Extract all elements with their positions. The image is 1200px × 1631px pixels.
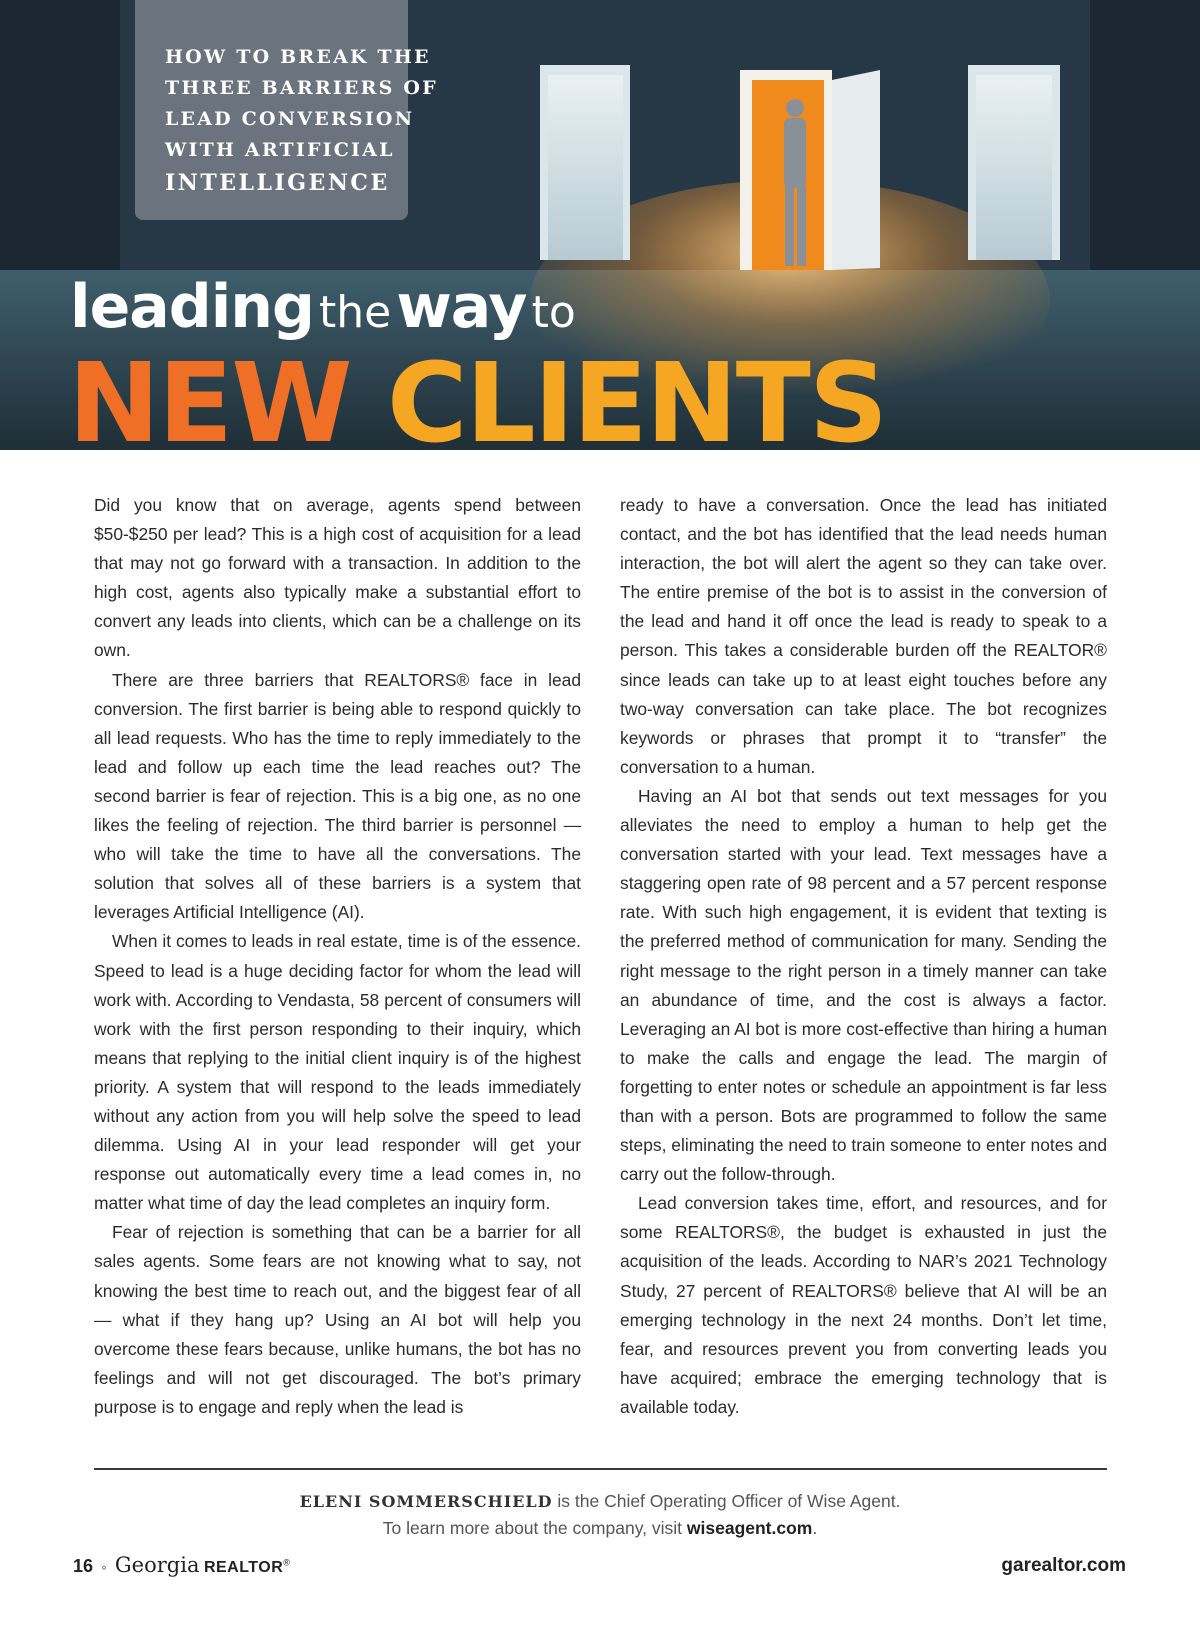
paragraph: Fear of rejection is something that can be a barrier for all sales agents. Some fears are not knowing what to say, not knowing the best time to reach out, and the biggest fear of all — what if they hang up? Using an AI bot will help you overcome these fears because, unlike humans, the bot has no feelings and will not get discouraged. The bot’s primary purpose is to engage and reply when the lead is	[94, 1222, 581, 1417]
article-body	[94, 491, 1107, 1422]
paragraph: There are three barriers that REALTORS® face in lead conversion. The first barrier is being able to respond quickly to all lead requests. Who has the time to reply immediately to the lead and follow up each time the lead reaches out? The second barrier is fear of rejection. This is a big one, as no one likes the feeling of rejection. The third barrier is personnel — who will take the time to have all the conversations. The solution that solves all of these barriers is a system that leverages Artificial Intelligence (AI).	[94, 669, 581, 923]
footer-folio	[73, 1553, 290, 1577]
author-role: is the Chief Operating Officer of Wise Agent.	[552, 1491, 901, 1511]
headline-line-2	[68, 338, 886, 450]
kicker-line: HOW TO BREAK THE	[165, 46, 431, 68]
kicker-box	[135, 0, 438, 220]
divider	[94, 1468, 1107, 1470]
paragraph: When it comes to leads in real estate, time is of the essence. Speed to lead is a huge deciding factor for whom the lead will work with. According to Vendasta, 58 percent of consumers will work with the first person responding to their inquiry, which means that replying to the initial client inquiry is of the highest priority. A system that will respond to the leads immediately without any action from you will help solve the speed to lead dilemma. Using AI in your lead responder will get your response out automatically every time a lead comes in, no matter what time of day the lead completes an inquiry form.	[94, 931, 581, 1214]
kicker-line: WITH ARTIFICIAL	[165, 139, 395, 161]
right-column	[620, 491, 1107, 1422]
headline-clients: CLIENTS	[386, 339, 887, 450]
bio-end: .	[812, 1518, 818, 1538]
footer-site[interactable]: garealtor.com	[1001, 1555, 1126, 1576]
headline-word: the	[319, 287, 392, 338]
bio-cta: To learn more about the company, visit	[382, 1518, 687, 1538]
magazine-brand: REALTOR	[203, 1559, 284, 1576]
headline-word: to	[531, 287, 576, 338]
headline-new: NEW	[68, 339, 351, 450]
kicker-line: INTELLIGENCE	[165, 170, 390, 196]
separator: ◦	[101, 1559, 107, 1575]
paragraph: Lead conversion takes time, effort, and resources, and for some REALTORS®, the budget is exhausted in just the acquisition of the leads. According to NAR’s 2021 Technology Study, 27 percent of REALTORS® believe that AI will be an emerging technology in the next 24 months. Don’t let time, fear, and resources prevent you from converting leads you have acquired; embrace the emerging technology that is available today.	[620, 1193, 1107, 1417]
paragraph: ready to have a conversation. Once the lead has initiated contact, and the bot has identified that the lead needs human interaction, the bot will alert the agent so they can take over. The entire premise of the bot is to assist in the conversion of the lead and hand it off once the lead is ready to speak to a person. This takes a considerable burden off the REALTOR® since leads can take up to at least eight touches before any two-way conversation can take place. The bot recognizes keywords or phrases that prompt it to “transfer” the conversation to a human.	[620, 495, 1107, 777]
hero-image	[0, 0, 1200, 450]
kicker-line: LEAD CONVERSION	[165, 108, 415, 130]
registered-mark: ®	[283, 1557, 290, 1568]
kicker-line: THREE BARRIERS OF	[165, 77, 438, 99]
headline-word: leading	[70, 272, 314, 342]
author-bio	[0, 1488, 1200, 1541]
headline-word: way	[396, 272, 527, 342]
magazine-name: Georgia	[114, 1553, 200, 1577]
paragraph: Having an AI bot that sends out text messages for you alleviates the need to employ a human to help get the conversation started with your lead. Text messages have a staggering open rate of 98 percent and a 57 percent response rate. With such high engagement, it is evident that texting is the preferred method of communication for many. Sending the right message to the right person in a timely manner can take an abundance of time, and the cost is always a factor. Leveraging an AI bot is more cost-effective than hiring a human to make the calls and engage the lead. The margin of forgetting to enter notes or schedule an appointment is far less than with a person. Bots are programmed to follow the same steps, eliminating the need to train someone to enter notes and carry out the follow-through.	[620, 785, 1107, 1185]
left-column	[94, 491, 581, 1422]
author-name: ELENI SOMMERSCHIELD	[299, 1492, 553, 1511]
page-number: 16	[73, 1556, 94, 1576]
paragraph: Did you know that on average, agents spend between $50-$250 per lead? This is a high cost of acquisition for a lead that may not go forward with a transaction. In addition to the high cost, agents also typically make a substantial effort to convert any leads into clients, which can be a challenge on its own.	[94, 495, 581, 661]
website-link[interactable]: wiseagent.com	[686, 1518, 813, 1538]
